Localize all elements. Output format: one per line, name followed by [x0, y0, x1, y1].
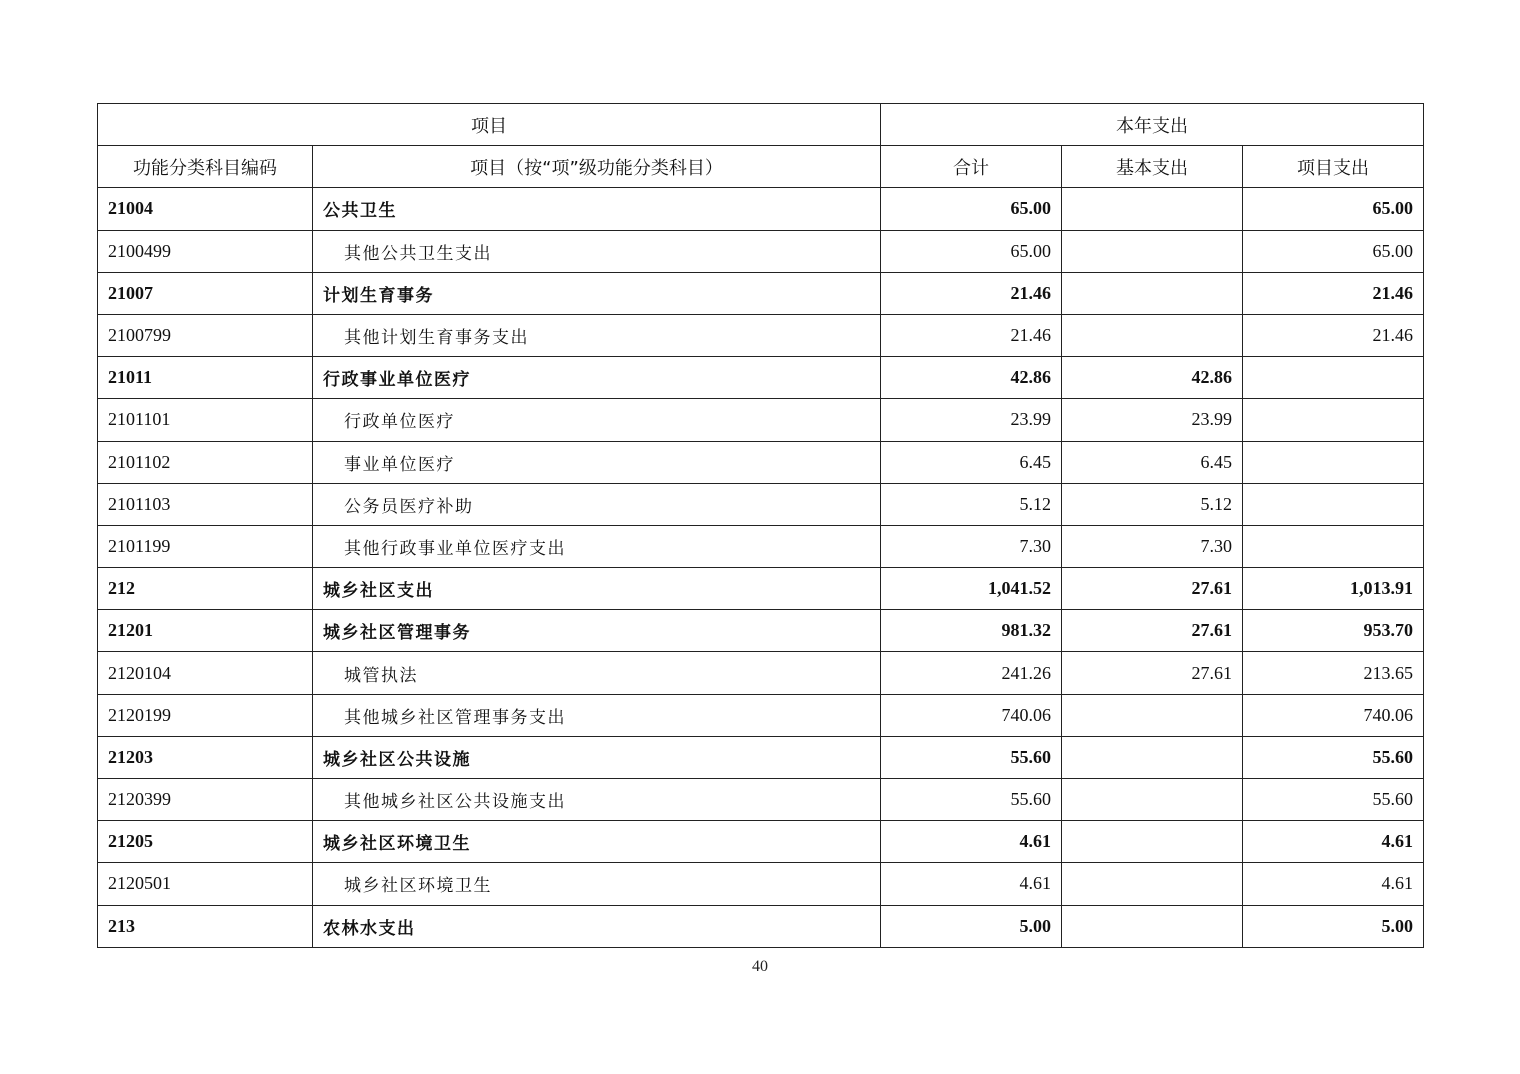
row-name: 城管执法 [313, 652, 881, 694]
row-name: 行政单位医疗 [313, 399, 881, 441]
row-code: 2120199 [98, 694, 313, 736]
row-total: 5.12 [881, 483, 1062, 525]
row-basic [1062, 779, 1243, 821]
table-row [98, 399, 1424, 441]
table-row [98, 230, 1424, 272]
row-total: 65.00 [881, 230, 1062, 272]
row-name: 城乡社区公共设施 [313, 736, 881, 778]
row-basic: 7.30 [1062, 525, 1243, 567]
row-basic: 23.99 [1062, 399, 1243, 441]
header-row-1 [98, 104, 1424, 146]
row-project: 55.60 [1243, 736, 1424, 778]
row-project [1243, 357, 1424, 399]
row-basic: 42.86 [1062, 357, 1243, 399]
row-code: 2100499 [98, 230, 313, 272]
row-name: 城乡社区环境卫生 [313, 863, 881, 905]
row-basic [1062, 736, 1243, 778]
expenditure-table [97, 103, 1424, 948]
header-function-code: 功能分类科目编码 [98, 146, 313, 188]
row-project [1243, 483, 1424, 525]
row-project [1243, 399, 1424, 441]
row-name: 其他城乡社区公共设施支出 [313, 779, 881, 821]
row-basic [1062, 272, 1243, 314]
table-row [98, 821, 1424, 863]
row-code: 2101103 [98, 483, 313, 525]
row-name: 其他行政事业单位医疗支出 [313, 525, 881, 567]
row-name: 行政事业单位医疗 [313, 357, 881, 399]
row-basic: 6.45 [1062, 441, 1243, 483]
row-basic: 5.12 [1062, 483, 1243, 525]
row-code: 21203 [98, 736, 313, 778]
header-current-year-expenditure: 本年支出 [881, 104, 1424, 146]
row-total: 55.60 [881, 736, 1062, 778]
header-total: 合计 [881, 146, 1062, 188]
row-total: 241.26 [881, 652, 1062, 694]
table-row [98, 652, 1424, 694]
row-name: 其他计划生育事务支出 [313, 314, 881, 356]
row-name: 其他公共卫生支出 [313, 230, 881, 272]
table-row [98, 568, 1424, 610]
table-row [98, 357, 1424, 399]
table-row [98, 525, 1424, 567]
row-project: 65.00 [1243, 188, 1424, 230]
row-project: 213.65 [1243, 652, 1424, 694]
row-project: 4.61 [1243, 821, 1424, 863]
table-body [98, 188, 1424, 947]
row-total: 1,041.52 [881, 568, 1062, 610]
row-total: 5.00 [881, 905, 1062, 947]
row-project: 55.60 [1243, 779, 1424, 821]
table-row [98, 441, 1424, 483]
row-basic: 27.61 [1062, 652, 1243, 694]
table-row [98, 779, 1424, 821]
row-total: 4.61 [881, 863, 1062, 905]
row-project: 21.46 [1243, 272, 1424, 314]
row-code: 2101102 [98, 441, 313, 483]
row-name: 农林水支出 [313, 905, 881, 947]
row-project: 21.46 [1243, 314, 1424, 356]
row-total: 6.45 [881, 441, 1062, 483]
row-name: 计划生育事务 [313, 272, 881, 314]
row-basic: 27.61 [1062, 568, 1243, 610]
row-name: 公务员医疗补助 [313, 483, 881, 525]
row-basic [1062, 821, 1243, 863]
row-name: 其他城乡社区管理事务支出 [313, 694, 881, 736]
row-name: 公共卫生 [313, 188, 881, 230]
row-name: 事业单位医疗 [313, 441, 881, 483]
row-name: 城乡社区管理事务 [313, 610, 881, 652]
row-code: 2120104 [98, 652, 313, 694]
table-row [98, 314, 1424, 356]
row-basic [1062, 188, 1243, 230]
table-row [98, 736, 1424, 778]
row-total: 4.61 [881, 821, 1062, 863]
row-basic [1062, 905, 1243, 947]
row-project: 1,013.91 [1243, 568, 1424, 610]
row-project [1243, 441, 1424, 483]
row-total: 740.06 [881, 694, 1062, 736]
row-code: 21201 [98, 610, 313, 652]
row-basic [1062, 694, 1243, 736]
page-number: 40 [752, 958, 768, 975]
row-project: 4.61 [1243, 863, 1424, 905]
row-basic [1062, 314, 1243, 356]
row-project: 740.06 [1243, 694, 1424, 736]
table-row [98, 610, 1424, 652]
row-code: 2120399 [98, 779, 313, 821]
table-row [98, 483, 1424, 525]
row-basic [1062, 863, 1243, 905]
header-project-item: 项目（按“项”级功能分类科目） [313, 146, 881, 188]
row-project [1243, 525, 1424, 567]
row-code: 2120501 [98, 863, 313, 905]
row-total: 55.60 [881, 779, 1062, 821]
row-total: 21.46 [881, 272, 1062, 314]
row-code: 21205 [98, 821, 313, 863]
row-total: 23.99 [881, 399, 1062, 441]
row-code: 212 [98, 568, 313, 610]
table-row [98, 272, 1424, 314]
row-basic [1062, 230, 1243, 272]
table-row [98, 863, 1424, 905]
table-row [98, 188, 1424, 230]
row-code: 2101101 [98, 399, 313, 441]
row-name: 城乡社区环境卫生 [313, 821, 881, 863]
row-code: 213 [98, 905, 313, 947]
row-project: 65.00 [1243, 230, 1424, 272]
row-project: 5.00 [1243, 905, 1424, 947]
header-basic-expenditure: 基本支出 [1062, 146, 1243, 188]
row-total: 65.00 [881, 188, 1062, 230]
row-total: 21.46 [881, 314, 1062, 356]
header-project: 项目 [98, 104, 881, 146]
row-code: 21007 [98, 272, 313, 314]
row-project: 953.70 [1243, 610, 1424, 652]
table-row [98, 694, 1424, 736]
row-code: 2100799 [98, 314, 313, 356]
row-total: 981.32 [881, 610, 1062, 652]
row-code: 21011 [98, 357, 313, 399]
row-total: 42.86 [881, 357, 1062, 399]
row-total: 7.30 [881, 525, 1062, 567]
table-row [98, 905, 1424, 947]
header-row-2 [98, 146, 1424, 188]
row-code: 2101199 [98, 525, 313, 567]
row-name: 城乡社区支出 [313, 568, 881, 610]
header-project-expenditure: 项目支出 [1243, 146, 1424, 188]
row-basic: 27.61 [1062, 610, 1243, 652]
row-code: 21004 [98, 188, 313, 230]
